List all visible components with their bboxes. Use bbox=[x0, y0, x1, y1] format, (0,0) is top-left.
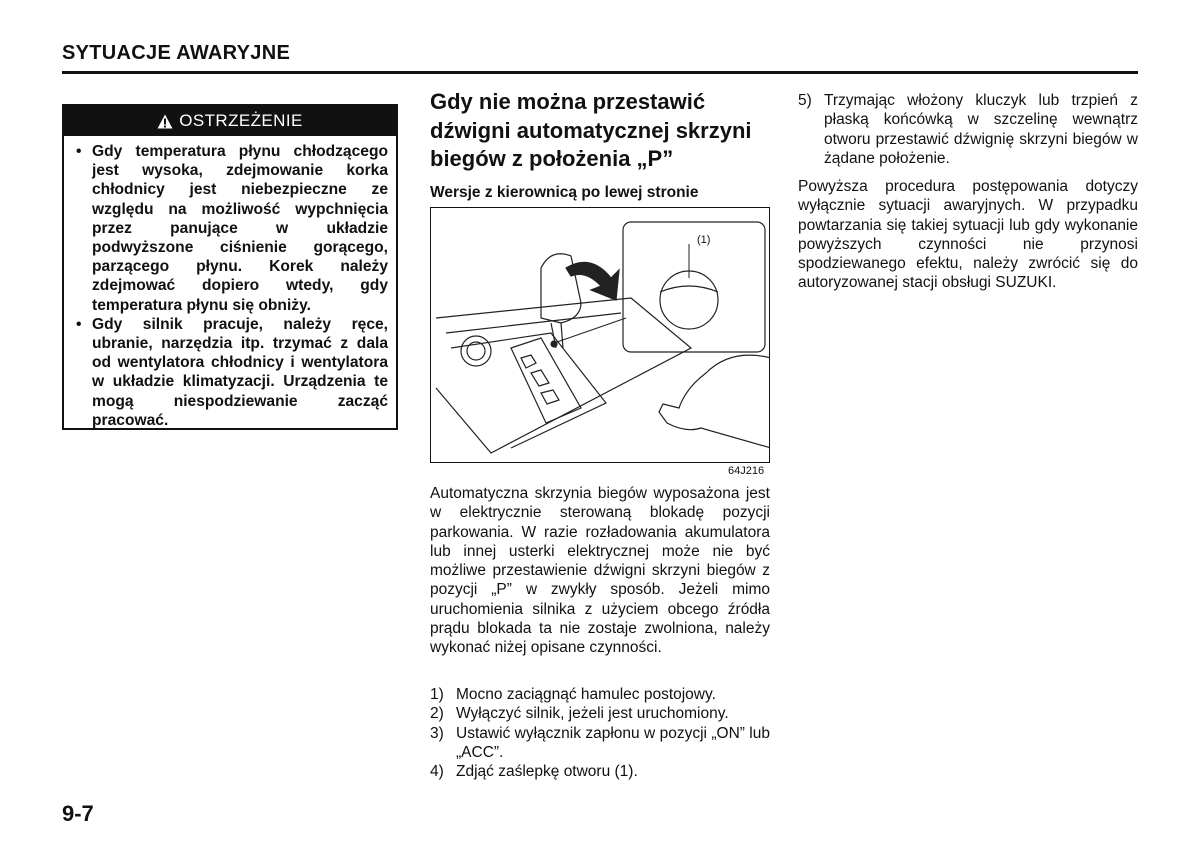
step-text: Wyłączyć silnik, jeżeli jest uruchomiony. bbox=[456, 705, 729, 723]
section-subheading: Wersje z kierownicą po lewej stronie bbox=[430, 184, 699, 201]
step-number: 4) bbox=[430, 763, 444, 781]
step-number: 3) bbox=[430, 724, 444, 742]
list-item bbox=[430, 762, 770, 781]
warning-header bbox=[64, 106, 396, 136]
warning-item: • Gdy silnik pracuje, należy ręce, ubranie, narzędzia itp. trzymać z dala od wentylatora chłodnicy i wentylatora w układzie klimatyzacji. Urządzenia te mogą niespodziewanie zacząć pracować. bbox=[74, 315, 388, 430]
step-text: Zdjąć zaślepkę otworu (1). bbox=[456, 763, 638, 781]
list-item bbox=[430, 724, 770, 763]
header-divider bbox=[62, 71, 1138, 74]
procedure-steps bbox=[430, 685, 770, 781]
gear-lever-illustration bbox=[430, 207, 770, 463]
list-item bbox=[430, 685, 770, 704]
step-text: Mocno zaciągnąć hamulec postojowy. bbox=[456, 686, 716, 703]
step-number: 5) bbox=[798, 92, 812, 109]
section-heading: Gdy nie można przestawić dźwigni automatycznej skrzyni biegów z położenia „P” bbox=[430, 89, 752, 171]
list-item bbox=[430, 704, 770, 723]
warning-title: OSTRZEŻENIE bbox=[179, 111, 303, 130]
warning-box bbox=[62, 104, 398, 430]
step-text: Trzymając włożony kluczyk lub trzpień z płaską końcówką w szczelinę wewnątrz otworu przestawić dźwignię skrzyni biegów w żądane położenie. bbox=[824, 92, 1138, 167]
body-paragraph: Automatyczna skrzynia biegów wyposażona jest w elektrycznie sterowaną blokadę pozycji parkowania. W razie rozładowania akumulatora lub innej usterki elektrycznej może nie być możliwe przestawienie dźwigni skrzyni biegów z pozycji „P” w zwykły sposób. Jeżeli mimo uruchomienia silnika z użyciem obcego źródła prądu blokada ta nie zostaje zwolniona, należy wykonać niżej opisane czynności. bbox=[430, 485, 770, 657]
callout-label: (1) bbox=[697, 234, 711, 246]
warning-item: • Gdy temperatura płynu chłodzącego jest wysoka, zdejmowanie korka chłodnicy jest niebezpieczne ze względu na możliwość wypchnięcia przez panujące w układzie podwyższone ciśnienie gorącego, parzącego płynu. Korek należy zdejmować dopiero wtedy, gdy temperatura płynu się obniży. bbox=[74, 142, 388, 315]
page-number: 9-7 bbox=[62, 801, 94, 826]
list-item bbox=[798, 91, 1138, 168]
step-number: 1) bbox=[430, 686, 444, 703]
section-title: SYTUACJE AWARYJNE bbox=[62, 42, 291, 64]
warning-triangle-icon bbox=[157, 114, 173, 129]
warning-list bbox=[64, 136, 396, 430]
step-number: 2) bbox=[430, 705, 444, 723]
step-text: Ustawić wyłącznik zapłonu w pozycji „ON” lub „ACC”. bbox=[456, 724, 770, 761]
figure-code: 64J216 bbox=[728, 465, 765, 477]
body-paragraph: Powyższa procedura postępowania dotyczy wyłącznie sytuacji awaryjnych. W przypadku powtarzania się takiej sytuacji lub gdy wykonanie powyższych czynności nie przynosi spodziewanego efektu, należy zwrócić się do autoryzowanej stacji obsługi SUZUKI. bbox=[798, 178, 1138, 292]
